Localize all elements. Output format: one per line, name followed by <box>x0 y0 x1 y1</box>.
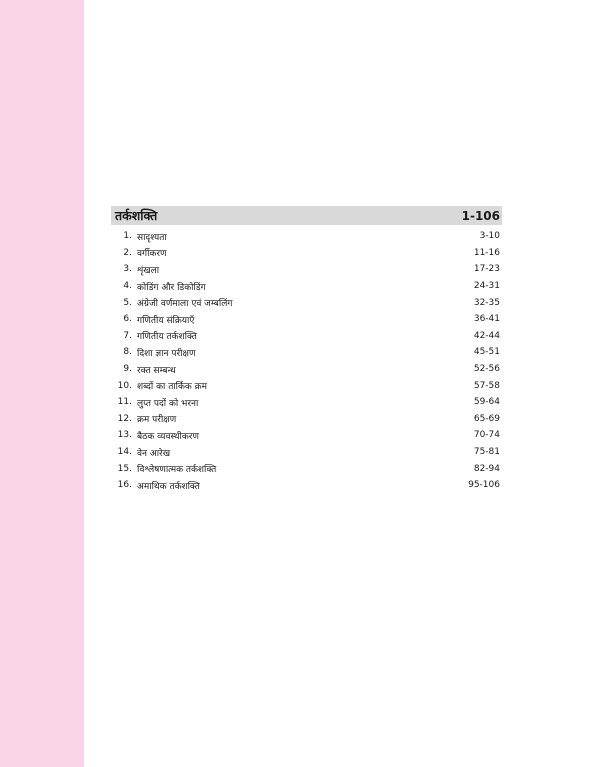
item-pages: 32-35 <box>473 297 500 308</box>
item-pages: 36-41 <box>473 314 500 325</box>
toc-item[interactable] <box>111 294 502 311</box>
item-label: अंग्रेजी वर्णमाला एवं जम्बलिंग <box>137 299 233 310</box>
item-number: 8. <box>123 347 132 358</box>
item-pages: 52-56 <box>473 364 500 375</box>
item-label: अमाथिक तर्कशक्ति <box>137 481 200 492</box>
toc-item[interactable] <box>111 311 502 328</box>
item-label: गणितीय संक्रियाएँ <box>137 315 195 326</box>
item-pages: 65-69 <box>473 413 500 424</box>
item-pages: 82-94 <box>473 463 500 474</box>
toc-item[interactable] <box>111 444 502 461</box>
item-label: दिशा ज्ञान परीक्षण <box>137 348 196 359</box>
item-pages: 24-31 <box>473 281 500 292</box>
item-label: क्रम परीक्षण <box>137 415 177 426</box>
item-number: 16. <box>117 480 132 491</box>
item-label: कोडिंग और डिकोडिंग <box>137 282 206 293</box>
toc-item[interactable] <box>111 228 502 245</box>
item-label: गणितीय तर्कशक्ति <box>137 332 197 343</box>
toc-item[interactable] <box>111 361 502 378</box>
toc-list <box>111 228 502 494</box>
toc-item[interactable] <box>111 328 502 345</box>
item-pages: 95-106 <box>468 480 500 491</box>
item-label: लुप्त पदों को भरना <box>137 398 199 409</box>
toc-item[interactable] <box>111 427 502 444</box>
toc-item[interactable] <box>111 477 502 494</box>
item-number: 14. <box>117 447 132 458</box>
item-number: 10. <box>117 380 132 391</box>
item-label: बैठक व्यवस्थीकरण <box>137 431 199 442</box>
item-number: 13. <box>117 430 132 441</box>
item-label: वर्गीकरण <box>137 249 167 260</box>
table-of-contents <box>111 206 502 494</box>
toc-item[interactable] <box>111 344 502 361</box>
item-pages: 70-74 <box>473 430 500 441</box>
item-label: सादृश्यता <box>137 232 167 243</box>
section-page-range: 1-106 <box>461 208 500 223</box>
item-number: 15. <box>117 463 132 474</box>
side-color-band <box>0 0 84 767</box>
toc-item[interactable] <box>111 261 502 278</box>
toc-item[interactable] <box>111 278 502 295</box>
item-number: 2. <box>123 247 132 258</box>
item-number: 12. <box>117 413 132 424</box>
toc-item[interactable] <box>111 377 502 394</box>
item-number: 1. <box>123 231 132 242</box>
item-number: 5. <box>123 297 132 308</box>
item-pages: 75-81 <box>473 447 500 458</box>
item-label: शृंखला <box>137 265 160 276</box>
item-label: विश्लेषणात्मक तर्कशक्ति <box>137 465 217 476</box>
item-number: 4. <box>123 281 132 292</box>
item-label: शब्दों का तार्किक क्रम <box>137 382 207 393</box>
item-label: वेन आरेख <box>137 448 171 459</box>
item-pages: 17-23 <box>473 264 500 275</box>
section-title: तर्कशक्ति <box>115 208 158 223</box>
item-number: 7. <box>123 330 132 341</box>
item-number: 9. <box>123 364 132 375</box>
item-pages: 45-51 <box>473 347 500 358</box>
toc-item[interactable] <box>111 245 502 262</box>
item-number: 6. <box>123 314 132 325</box>
item-number: 3. <box>123 264 132 275</box>
toc-item[interactable] <box>111 394 502 411</box>
item-pages: 42-44 <box>473 330 500 341</box>
toc-item[interactable] <box>111 411 502 428</box>
item-pages: 59-64 <box>473 397 500 408</box>
item-pages: 11-16 <box>473 247 500 258</box>
toc-header <box>111 206 502 225</box>
toc-item[interactable] <box>111 460 502 477</box>
item-label: रक्त सम्बन्ध <box>137 365 176 376</box>
item-pages: 57-58 <box>473 380 500 391</box>
item-pages: 3-10 <box>479 231 500 242</box>
item-number: 11. <box>117 397 132 408</box>
